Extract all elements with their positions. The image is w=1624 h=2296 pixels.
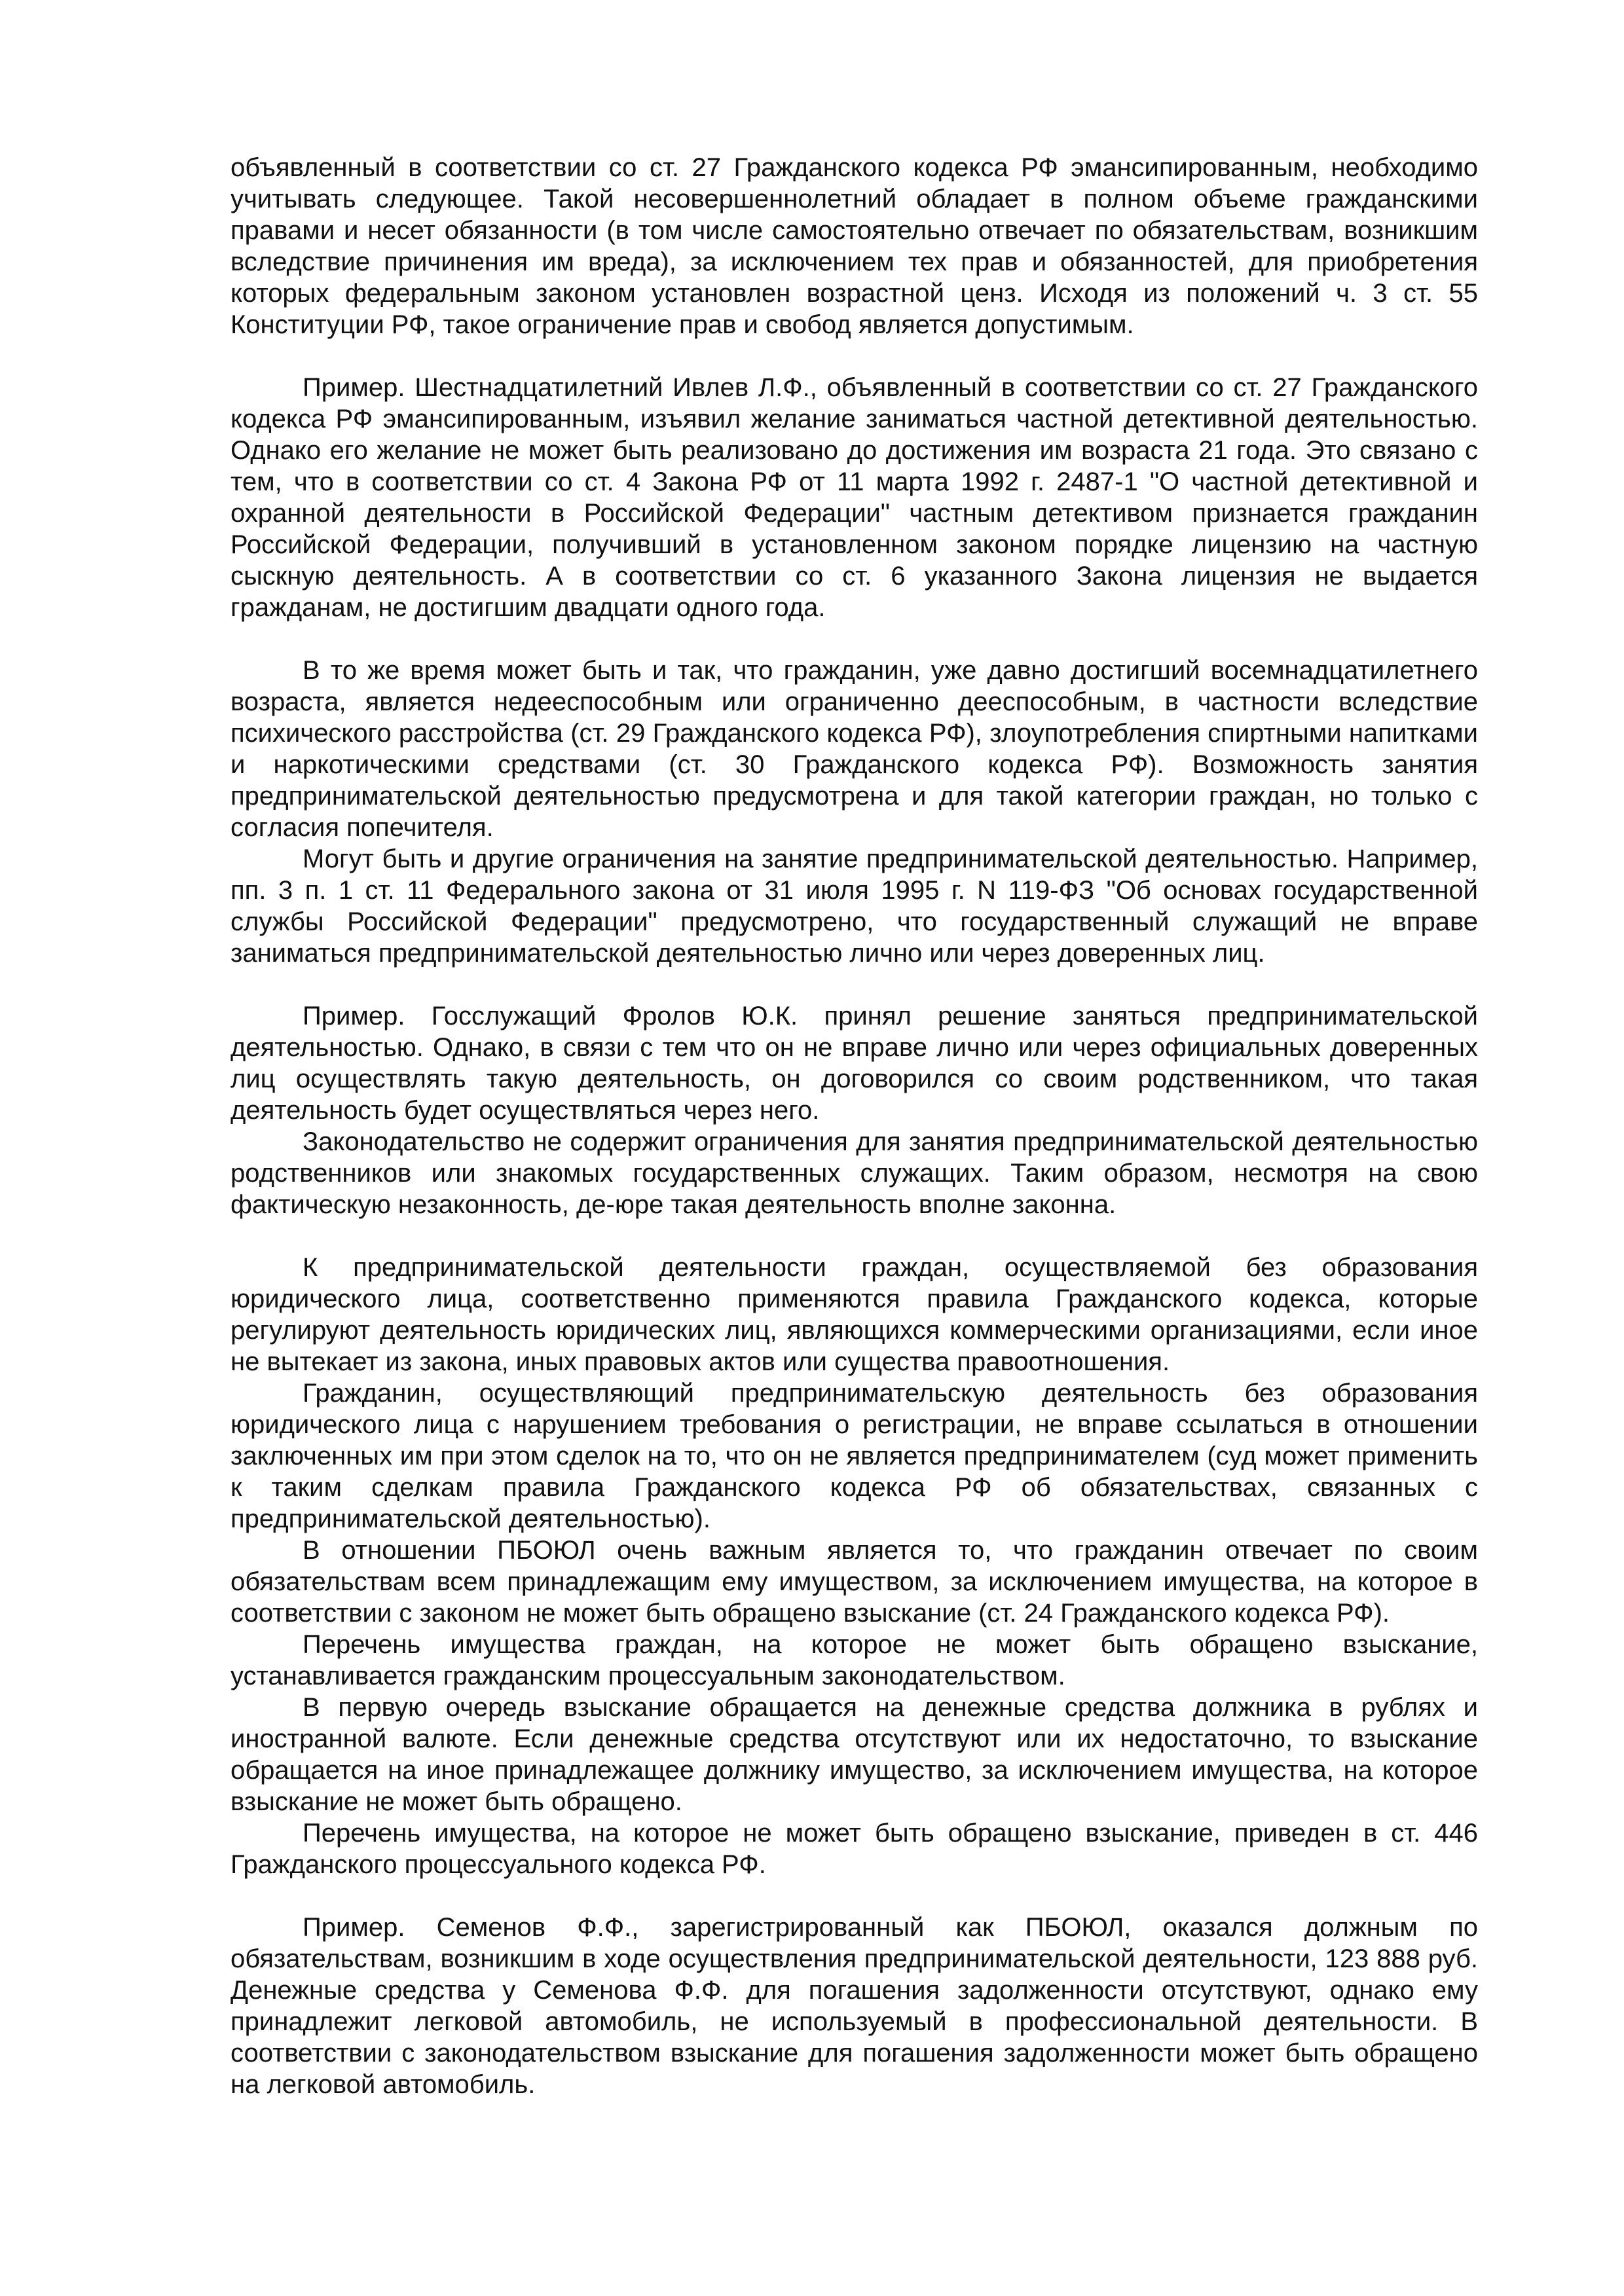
paragraph-property-list: Перечень имущества граждан, на которое не может быть обращено взыскание, устанавливается гражданским процессуальным законодательством. [231,1630,1478,1690]
paragraph-liability: В отношении ПБОЮЛ очень важным является то, что гражданин отвечает по своим обязательствам всем принадлежащим ему имуществом, за исключением имущества, на которое в соответствии с законом не может быть обращено взыскание (ст. 24 Гражданского кодекса РФ). [231,1536,1478,1628]
paragraph-civil-code-rules: К предпринимательской деятельности граждан, осуществляемой без образования юридического лица, соответственно применяются правила Гражданского кодекса, которые регулируют деятельность юридических лиц, являющихся коммерческими организациями, если иное не вытекает из закона, иных правовых актов или существа правоотношения. [231,1253,1478,1376]
paragraph-other-restrictions: Могут быть и другие ограничения на занятие предпринимательской деятельностью. Например, пп. 3 п. 1 ст. 11 Федерального закона от 31 июля 1995 г. N 119-ФЗ "Об основах государственной службы Российской Федерации" предусмотрено, что государственный служащий не вправе заниматься предпринимательской деятельностью лично или через доверенных лиц. [231,845,1478,968]
paragraph-no-registration: Гражданин, осуществляющий предпринимательскую деятельность без образования юридического лица с нарушением требования о регистрации, не вправе ссылаться в отношении заключенных им при этом сделок на то, что он не является предпринимателем (суд может применить к таким сделкам правила Гражданского кодекса РФ об обязательствах, связанных с предпринимательской деятельностью). [231,1379,1478,1533]
paragraph-example-semenov: Пример. Семенов Ф.Ф., зарегистрированный как ПБОЮЛ, оказался должным по обязательствам, возникшим в ходе осуществления предпринимательской деятельности, 123 888 руб. Денежные средства у Семенова Ф.Ф. для погашения задолженности отсутствуют, однако ему принадлежит легковой автомобиль, не используемый в профессиональной деятельности. В соответствии с законодательством взыскание для погашения задолженности может быть обращено на легковой автомобиль. [231,1913,1478,2099]
paragraph-recovery-order: В первую очередь взыскание обращается на денежные средства должника в рублях и иностранной валюте. Если денежные средства отсутствуют или их недостаточно, то взыскание обращается на иное принадлежащее должнику имущество, за исключением имущества, на которое взыскание не может быть обращено. [231,1693,1478,1816]
paragraph-example-frolov: Пример. Госслужащий Фролов Ю.К. принял решение заняться предпринимательской деятельностью. Однако, в связи с тем что он не вправе лично или через официальных доверенных лиц осуществлять такую деятельность, он договорился со своим родственником, что такая деятельность будет осуществляться через него. [231,1002,1478,1125]
paragraph-relatives: Законодательство не содержит ограничения для занятия предпринимательской деятельностью родственников или знакомых государственных служащих. Таким образом, несмотря на свою фактическую незаконность, де-юре такая деятельность вполне законна. [231,1127,1478,1219]
document-page [231,152,1478,2100]
paragraph-incapacity: В то же время может быть и так, что гражданин, уже давно достигший восемнадцатилетнего возраста, является недееспособным или ограниченно дееспособным, в частности вследствие психического расстройства (ст. 29 Гражданского кодекса РФ), злоупотребления спиртными напитками и наркотическими средствами (ст. 30 Гражданского кодекса РФ). Возможность занятия предпринимательской деятельностью предусмотрена и для такой категории граждан, но только с согласия попечителя. [231,656,1478,842]
paragraph-article-446: Перечень имущества, на которое не может быть обращено взыскание, приведен в ст. 446 Гражданского процессуального кодекса РФ. [231,1819,1478,1879]
paragraph-example-ivlev: Пример. Шестнадцатилетний Ивлев Л.Ф., объявленный в соответствии со ст. 27 Гражданского кодекса РФ эмансипированным, изъявил желание заниматься частной детективной деятельностью. Однако его желание не может быть реализовано до достижения им возраста 21 года. Это связано с тем, что в соответствии со ст. 4 Закона РФ от 11 марта 1992 г. 2487-1 "О частной детективной и охранной деятельности в Российской Федерации" частным детективом признается гражданин Российской Федерации, получивший в установленном законом порядке лицензию на частную сыскную деятельность. А в соответствии со ст. 6 указанного Закона лицензия не выдается гражданам, не достигшим двадцати одного года. [231,373,1478,622]
paragraph-emancipated-minor: объявленный в соответствии со ст. 27 Гражданского кодекса РФ эмансипированным, необходимо учитывать следующее. Такой несовершеннолетний обладает в полном объеме гражданскими правами и несет обязанности (в том числе самостоятельно отвечает по обязательствам, возникшим вследствие причинения им вреда), за исключением тех прав и обязанностей, для приобретения которых федеральным законом установлен возрастной ценз. Исходя из положений ч. 3 ст. 55 Конституции РФ, такое ограничение прав и свобод является допустимым. [231,153,1478,339]
